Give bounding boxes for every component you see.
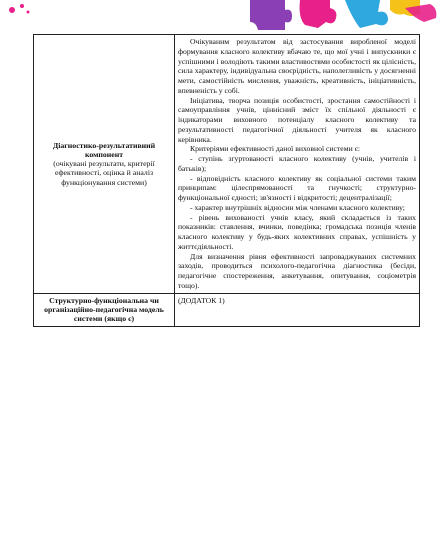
paragraph: Очікуваним результатом від застосування виробленої моделі формування класного колективу вбачаю те, що мої учні і випускники є успішними і володіють такими властивостями особистості як цілісність, сила характеру, індивідуальна своєрідність, наполегливість у досягненні мети, самостійність мислення, уважність, креативність, ініціативність, впевненість у собі. — [178, 37, 416, 95]
row-content-cell — [175, 293, 420, 326]
row-label-title: Діагностико-результативний компонент — [52, 140, 156, 159]
puzzle-piece-purple — [250, 0, 292, 30]
decor-dot — [20, 4, 24, 8]
row-label-subtitle: (очікувані результати, критерії ефективності, оцінка й аналіз функціонування системи) — [53, 159, 155, 187]
appendix-reference: (ДОДАТОК 1) — [178, 295, 225, 305]
paragraph: Для визначення рівня ефективності запроваджуваних системних заходів, проводиться психолого-педагогічна діагностика (бесіди, педагогічне спостереження, анкетування, опитування, соціометрія тощо). — [178, 251, 416, 290]
row-label-title: Структурно-функціональна чи організаційно-педагогічна модель системи (якщо є) — [44, 295, 164, 323]
decor-dot — [9, 7, 15, 13]
decor-dot — [27, 11, 30, 14]
row-label-cell — [34, 293, 175, 326]
document-table — [33, 34, 420, 327]
table-row — [34, 293, 420, 326]
table-row — [34, 35, 420, 294]
paragraph: - відповідність класного колективу як соціальної системи таким принципам: цілеспрямованості та гнучкості; структурно-функціональної єдності; зв'язності і відкритості; децентралізації; — [178, 173, 416, 202]
paragraph: - характер внутрішніх відносин між членами класного колективу; — [190, 202, 405, 212]
paragraph: Ініціатива, творча позиція особистості, зростання самостійності і самоуправління учнів, ціннісний зміст їх спільної діяльності є індикаторами виховного потенціалу класного колективу та результативності педагогічної діяльності учителя як класного керівника. — [178, 95, 416, 144]
row-content-cell — [175, 35, 420, 294]
row-label-cell — [34, 35, 175, 294]
paragraph: - ступінь згуртованості класного колективу (учнів, учителів і батьків); — [178, 154, 416, 173]
paragraph: Критеріями ефективності даної виховної системи є: — [190, 144, 361, 154]
paragraph: - рівень вихованості учнів класу, який складається із таких показників: ставлення, вчинки, поведінка; громадська позиція членів класного колективу у будь-яких колективних справах, успішність у життєдіяльності. — [178, 212, 416, 251]
puzzle-piece-blue — [345, 0, 388, 28]
puzzle-piece-pink — [300, 0, 337, 28]
